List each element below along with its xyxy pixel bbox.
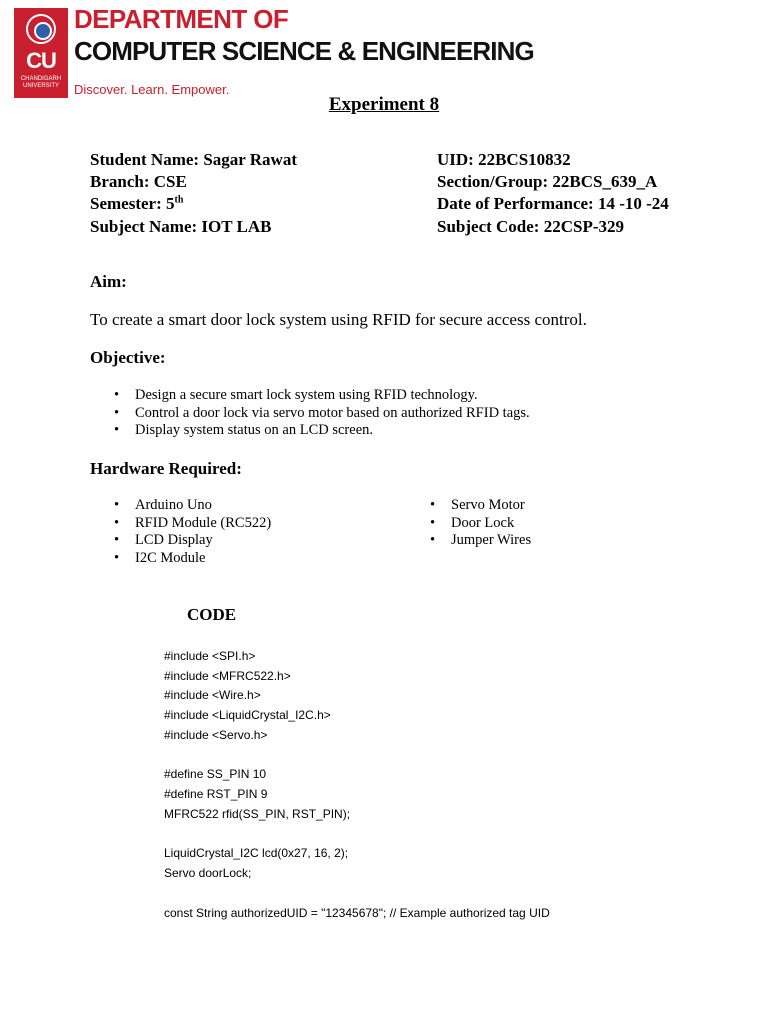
aim-heading: Aim: [90,272,127,291]
code-line: #include <Servo.h> [164,728,268,742]
semester: Semester: 5th [90,194,184,213]
globe-emblem-icon [26,14,56,44]
code-line: #include <MFRC522.h> [164,669,291,683]
branch: Branch: CSE [90,172,187,191]
hardware-heading: Hardware Required: [90,459,242,478]
logo-university: CHANDIGARH UNIVERSITY [20,76,62,89]
aim-text: To create a smart door lock system using RFID for secure access control. [90,310,587,329]
list-item: • Arduino Uno [90,497,271,515]
code-line: #define SS_PIN 10 [164,767,267,781]
date-of-performance: Date of Performance: 14 -10 -24 [437,194,669,213]
list-item: • LCD Display [90,532,271,550]
code-line: #include <LiquidCrystal_I2C.h> [164,708,331,722]
list-item: • Door Lock [406,515,531,533]
tagline: Discover. Learn. Empower. [74,82,230,97]
logo-text: CU [26,48,56,73]
student-name: Student Name: Sagar Rawat [90,150,297,169]
list-item: • Servo Motor [406,497,531,515]
code-line: MFRC522 rfid(SS_PIN, RST_PIN); [164,807,351,821]
objective-heading: Objective: [90,348,166,367]
university-logo [14,8,68,98]
list-item: • Design a secure smart lock system using RFID technology. [90,387,530,405]
code-line: Servo doorLock; [164,866,252,880]
list-item: • I2C Module [90,550,271,568]
code-heading: CODE [187,605,237,624]
code-line: #include <Wire.h> [164,688,261,702]
hardware-list-col1 [90,497,271,568]
code-line: LiquidCrystal_I2C lcd(0x27, 16, 2); [164,846,349,860]
list-item: • Control a door lock via servo motor based on authorized RFID tags. [90,405,530,423]
department-title-line2: COMPUTER SCIENCE & ENGINEERING [74,36,534,66]
department-title-line1: DEPARTMENT OF [74,4,289,34]
subject-code: Subject Code: 22CSP-329 [437,217,624,236]
experiment-title: Experiment 8 [328,94,440,115]
uid: UID: 22BCS10832 [437,150,571,169]
list-item: • Display system status on an LCD screen. [90,422,530,440]
list-item: • Jumper Wires [406,532,531,550]
code-line: const String authorizedUID = "12345678"; // Example authorized tag UID [164,906,550,920]
section-group: Section/Group: 22BCS_639_A [437,172,658,191]
hardware-list-col2 [406,497,531,550]
subject-name: Subject Name: IOT LAB [90,217,272,236]
code-line: #include <SPI.h> [164,649,256,663]
list-item: • RFID Module (RC522) [90,515,271,533]
objective-list [90,387,530,440]
code-line: #define RST_PIN 9 [164,787,268,801]
